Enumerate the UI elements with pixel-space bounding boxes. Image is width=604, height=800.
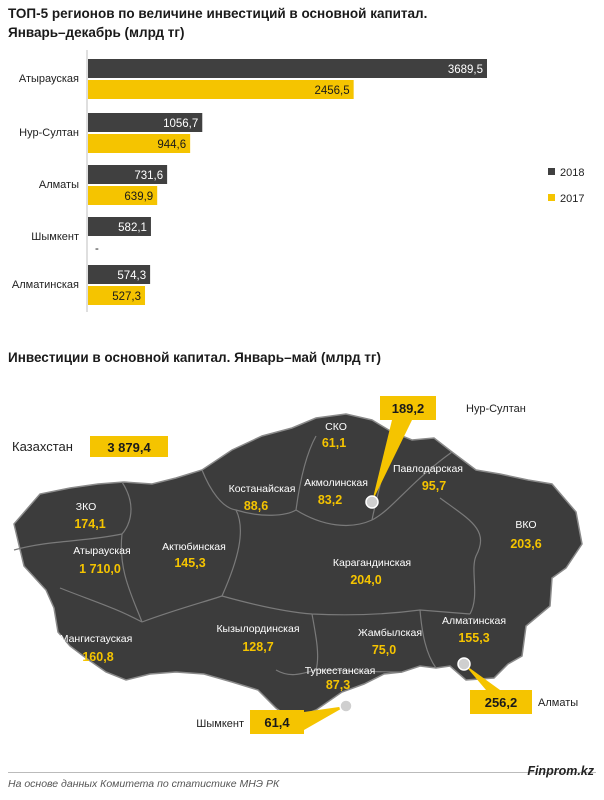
- legend-label-2017: 2017: [560, 193, 585, 205]
- bar-value-label: 944,6: [157, 139, 187, 151]
- region-value: 160,8: [82, 650, 114, 664]
- bar-value-label: 3689,5: [447, 64, 483, 76]
- footer-divider: [8, 772, 596, 773]
- category-label: Атырауская: [18, 73, 79, 85]
- chart-title-line1: ТОП-5 регионов по величине инвестиций в основной капитал.: [8, 6, 428, 21]
- total-value: 3 879,4: [107, 440, 151, 455]
- region-name: ВКО: [515, 519, 537, 531]
- region-value: 1 710,0: [79, 562, 121, 576]
- map-title: Инвестиции в основной капитал. Январь–май (млрд тг): [8, 350, 381, 365]
- region-name: Акмолинская: [304, 477, 368, 489]
- region-value: 204,0: [350, 573, 382, 587]
- region-value: 174,1: [74, 517, 106, 531]
- city-name: Нур-Султан: [466, 403, 526, 415]
- city-name: Алматы: [538, 697, 579, 709]
- legend-swatch-2017: [548, 194, 555, 201]
- total-label: Казахстан: [12, 439, 73, 454]
- bar-value-label: -: [95, 243, 99, 255]
- region-name: Карагандинская: [332, 557, 412, 569]
- category-label: Алматинская: [11, 279, 79, 291]
- region-value: 88,6: [243, 499, 269, 513]
- region-value: 75,0: [371, 643, 397, 657]
- region-name: Туркестанская: [304, 665, 376, 677]
- region-name: Атырауская: [73, 545, 131, 557]
- city-name: Шымкент: [196, 718, 244, 730]
- region-value: 83,2: [317, 493, 343, 507]
- city-marker: [340, 700, 352, 712]
- region-name: Костанайская: [228, 483, 296, 495]
- region-value: 61,1: [321, 436, 347, 450]
- region-name: СКО: [325, 421, 347, 433]
- category-label: Алматы: [38, 179, 79, 191]
- region-name: ЗКО: [75, 501, 97, 513]
- city-marker: [366, 496, 378, 508]
- top5-bar-chart: [0, 0, 604, 320]
- bar-value-label: 527,3: [112, 291, 142, 303]
- city-value: 61,4: [264, 715, 290, 730]
- city-value: 189,2: [391, 401, 425, 416]
- legend-label-2018: 2018: [560, 167, 585, 179]
- bar-value-label: 639,9: [124, 191, 154, 203]
- source-note: На основе данных Комитета по статистике МНЭ РК: [8, 778, 280, 790]
- region-name: Жамбылская: [357, 627, 423, 639]
- legend-swatch-2018: [548, 168, 555, 175]
- region-name: Мангистауская: [59, 633, 133, 645]
- bar-value-label: 1056,7: [163, 118, 199, 130]
- region-value: 87,3: [325, 678, 351, 692]
- bar-2018: [88, 59, 487, 78]
- region-value: 203,6: [510, 537, 542, 551]
- bar-value-label: 731,6: [134, 170, 164, 182]
- bar-value-label: 574,3: [117, 270, 147, 282]
- region-name: Алматинская: [441, 615, 507, 627]
- category-label: Шымкент: [31, 231, 79, 243]
- region-name: Кызылординская: [216, 623, 300, 635]
- region-value: 95,7: [421, 479, 447, 493]
- finprom-logo: Finprom.kz: [527, 764, 594, 778]
- region-value: 155,3: [458, 631, 490, 645]
- bar-value-label: 582,1: [118, 222, 147, 234]
- bar-value-label: 2456,5: [314, 85, 350, 97]
- chart-title-line2: Январь–декабрь (млрд тг): [8, 25, 185, 40]
- kazakhstan-investment-map: [0, 370, 604, 770]
- category-label: Нур-Султан: [19, 127, 79, 139]
- region-name: Павлодарская: [393, 463, 463, 475]
- region-name: Актюбинская: [162, 541, 226, 553]
- region-value: 145,3: [174, 556, 206, 570]
- city-value: 256,2: [484, 695, 518, 710]
- region-value: 128,7: [242, 640, 274, 654]
- city-marker: [458, 658, 470, 670]
